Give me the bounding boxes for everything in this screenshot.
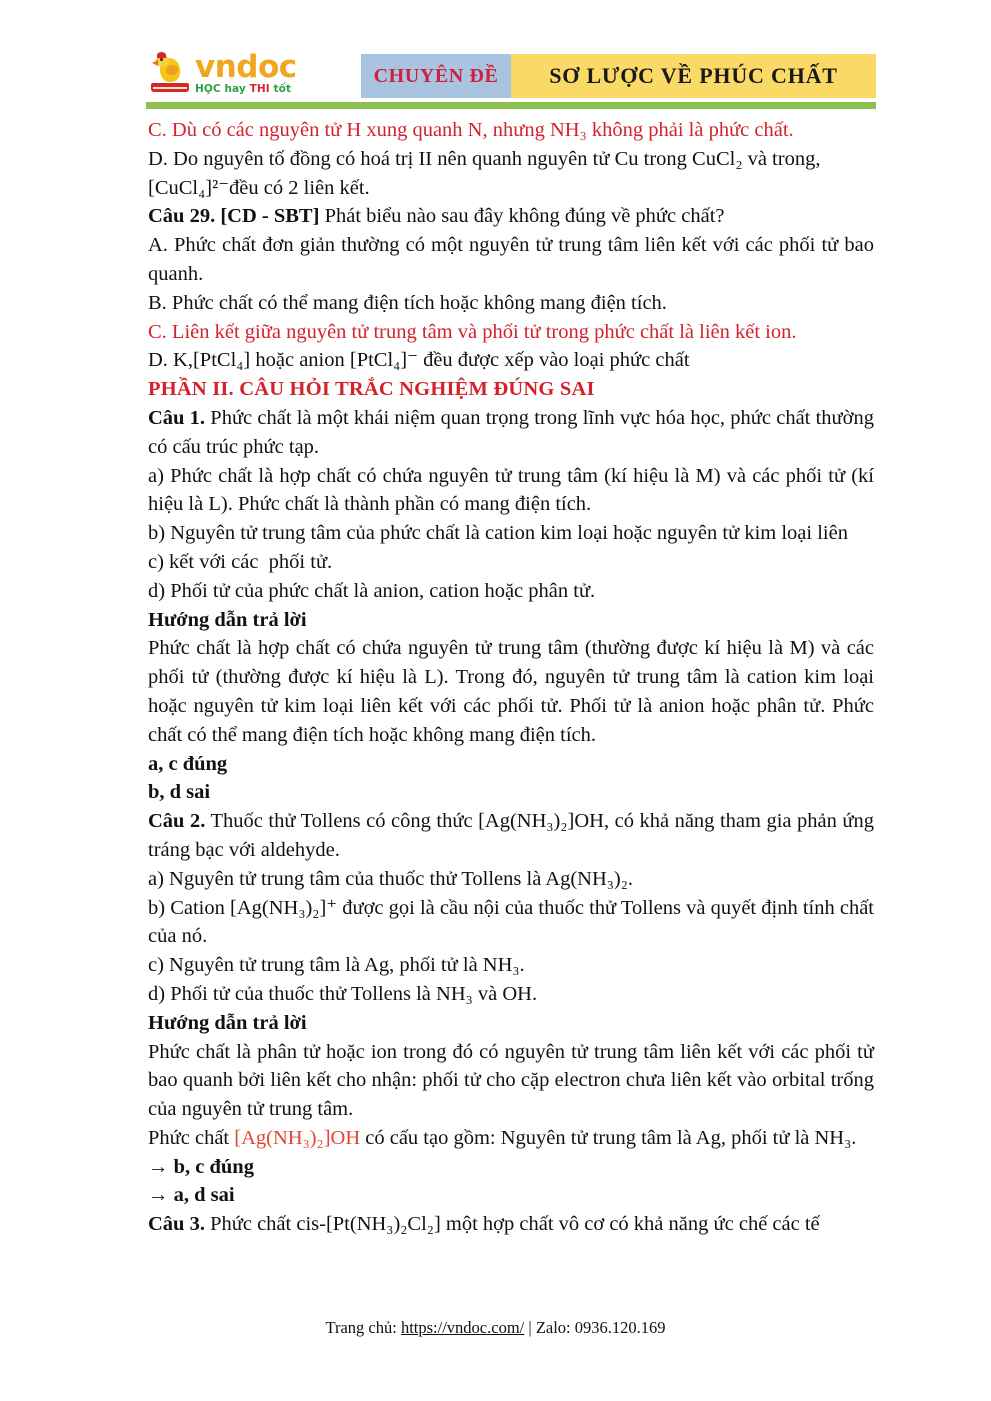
option-d-previous-line2: [CuCl₄]²⁻đều có 2 liên kết. [148, 176, 370, 199]
question-2-guide-post: có cấu tạo gồm: Nguyên tử trung tâm là Ag, phối tử là NH₃. [360, 1126, 857, 1149]
document-body [148, 116, 880, 1239]
question-1-stem [148, 404, 880, 462]
question-2-answer-wrong: → a, d sai [148, 1184, 235, 1207]
question-29-option-b: B. Phức chất có thể mang điện tích hoặc không mang điện tích. [148, 291, 667, 314]
option-d-previous-line1: D. Do nguyên tố đồng có hoá trị II nên quanh nguyên tử Cu trong CuCl₂ và trong, [148, 147, 821, 170]
question-1-answer-wrong: b, d sai [148, 781, 211, 804]
question-2-stem-text: Thuốc thử Tollens có công thức [Ag(NH₃)₂]OH, có khả năng tham gia phản ứng tráng bạc với aldehyde. [148, 810, 880, 861]
question-29-label: Câu 29. [148, 205, 216, 228]
question-2-guide-formula-line [148, 1124, 874, 1153]
page-footer [0, 1318, 991, 1338]
logo-text [195, 49, 297, 96]
option-c-previous: C. Dù có các nguyên tử H xung quanh N, nhưng NH₃ không phải là phức chất. [148, 119, 794, 141]
question-1-item-a: a) Phức chất là hợp chất có chứa nguyên tử trung tâm (kí hiệu là M) và các phối tử (kí hiệu là L). Phức chất là thành phần có mang điện tích. [148, 464, 880, 516]
question-29-option-c: C. Liên kết giữa nguyên tử trung tâm và phối tử trong phức chất là liên kết ion. [148, 320, 797, 343]
chuyen-de-label: CHUYÊN ĐỀ [373, 64, 499, 87]
logo-tagline-part2: THI [249, 83, 274, 96]
question-3-label: Câu 3. [148, 1213, 205, 1236]
footer-suffix: | Zalo: 0936.120.169 [524, 1318, 666, 1337]
question-1-label: Câu 1. [148, 406, 206, 429]
page-header [142, 46, 876, 102]
question-29-tag: [CD - SBT] [220, 205, 320, 228]
header-title-banner [511, 54, 876, 98]
header-divider [146, 102, 876, 109]
question-1-item-d: d) Phối tử của phức chất là anion, cation hoặc phân tử. [148, 579, 596, 602]
logo-tagline-part1: HỌC hay [195, 83, 250, 96]
footer-prefix: Trang chủ: [325, 1318, 401, 1337]
question-2-stem [148, 807, 880, 865]
question-2-item-c: c) Nguyên tử trung tâm là Ag, phối tử là NH₃. [148, 954, 525, 977]
question-1-stem-text: Phức chất là một khái niệm quan trọng trong lĩnh vực hóa học, phức chất thường có cấu trúc phức tạp. [148, 406, 880, 458]
question-1-item-c: c) kết với các phối tử. [148, 550, 333, 573]
question-29-option-d: D. K,[PtCl₄] hoặc anion [PtCl₄]⁻ đều được xếp vào loại phức chất [148, 349, 690, 372]
question-2-label: Câu 2. [148, 810, 206, 833]
question-3-stem [148, 1210, 874, 1239]
footer-homepage-link[interactable]: https://vndoc.com/ [400, 1318, 525, 1337]
question-2-answer-correct: → b, c đúng [148, 1155, 254, 1178]
part-2-heading: PHẦN II. CÂU HỎI TRẮC NGHIỆM ĐÚNG SAI [148, 378, 595, 401]
question-2-item-b: b) Cation [Ag(NH₃)₂]⁺ được gọi là cầu nội của thuốc thử Tollens và quyết định tính chất của nó. [148, 896, 880, 948]
question-1-guide-label: Hướng dẫn trả lời [148, 608, 307, 631]
question-2-item-a: a) Nguyên tử trung tâm của thuốc thử Tollens là Ag(NH₃)₂. [148, 867, 634, 890]
question-2-guide-label: Hướng dẫn trả lời [148, 1011, 307, 1034]
question-1-guide-text: Phức chất là hợp chất có chứa nguyên tử trung tâm (thường được kí hiệu là M) và các phối tử (thường được kí hiệu là L). Trong đó, nguyên tử trung tâm là cation kim loại hoặc nguyên tử kim loại liên kết với các phối tử. Phối tử là anion hoặc phân tử. Phức chất có thể mang điện tích hoặc không mang điện tích. [148, 637, 880, 746]
question-2-complex-formula: [Ag(NH₃)₂]OH [234, 1126, 361, 1149]
logo-tagline-part3: tốt [273, 83, 292, 96]
chuyen-de-chip [361, 54, 511, 98]
question-29-text: Phát biểu nào sau đây không đúng về phức chất? [324, 205, 725, 228]
page-title: SƠ LƯỢC VỀ PHÚC CHẤT [549, 63, 838, 88]
logo-tagline [195, 84, 297, 95]
question-1-answer-correct: a, c đúng [148, 752, 228, 775]
question-3-text: Phức chất cis-[Pt(NH₃)₂Cl₂] một hợp chất vô cơ có khả năng ức chế các tế [210, 1213, 820, 1236]
question-2-item-d: d) Phối tử của thuốc thử Tollens là NH₃ và OH. [148, 982, 538, 1005]
question-2-guide-text: Phức chất là phân tử hoặc ion trong đó có nguyên tử trung tâm liên kết với các phối tử bao quanh bởi liên kết cho nhận: phối tử cho cặp electron chưa liên kết vào orbital trống của nguyên tử trung tâm. [148, 1040, 880, 1121]
vndoc-logo [150, 48, 350, 100]
rooster-book-logo-icon [150, 54, 192, 94]
question-1-item-b: b) Nguyên tử trung tâm của phức chất là cation kim loại hoặc nguyên tử kim loại liên [148, 522, 848, 545]
question-29-option-a: A. Phức chất đơn giản thường có một nguyên tử trung tâm liên kết với các phối tử bao quanh. [148, 234, 880, 285]
logo-wordmark: vndoc [195, 49, 297, 86]
question-29-prompt [148, 202, 874, 231]
question-2-guide-pre: Phức chất [148, 1126, 235, 1149]
